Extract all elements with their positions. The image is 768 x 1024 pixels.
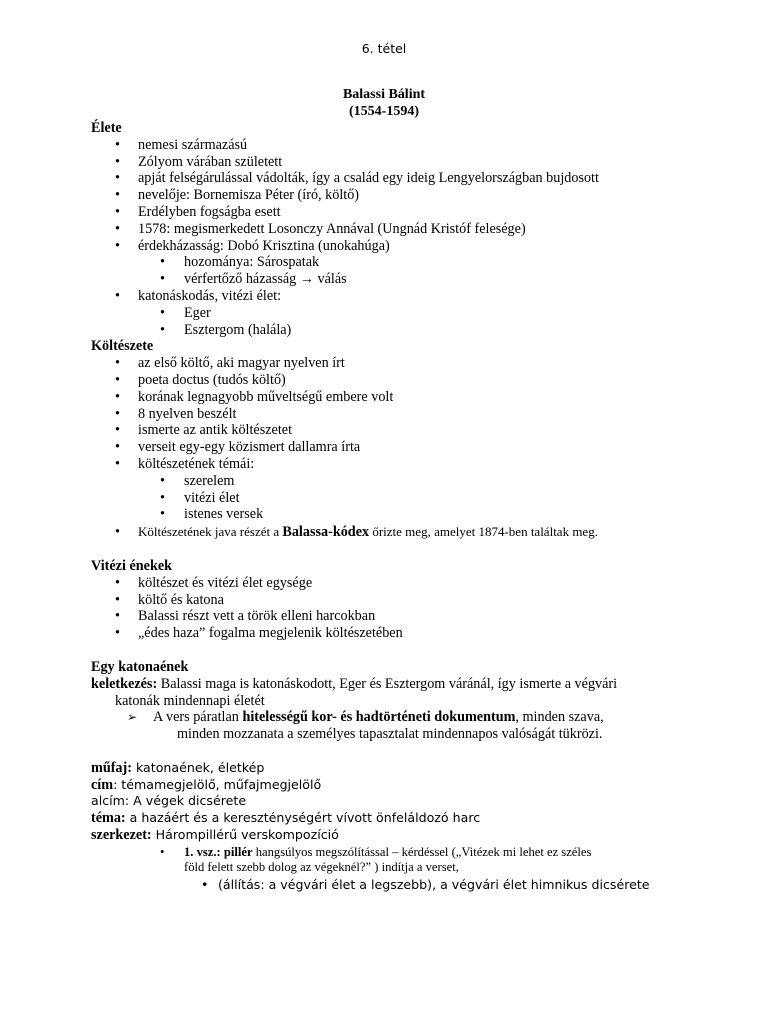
bullet-icon: • bbox=[160, 489, 165, 506]
list-item: • poeta doctus (tudós költő) bbox=[115, 371, 286, 388]
list-item: • „édes haza” fogalma megjelenik költészetében bbox=[115, 625, 403, 642]
vsz1-continuation: föld felett szebb dolog az végeknél?” ) indítja a verset, bbox=[184, 860, 459, 875]
list-item: • ismerte az antik költészetet bbox=[115, 422, 293, 439]
list-item: • korának legnagyobb műveltségű embere volt bbox=[115, 388, 394, 405]
bullet-icon: • bbox=[115, 388, 120, 405]
bullet-icon: • bbox=[115, 187, 120, 204]
sublist-item: • vitézi élet bbox=[160, 489, 240, 506]
szerkezet-line: szerkezet: Hárompillérű verskompozíció bbox=[91, 827, 339, 844]
bullet-icon: • bbox=[160, 506, 165, 523]
cim-line: cím: témamegjelölő, műfajmegjelölő bbox=[91, 776, 322, 793]
list-item: • apját felségárulással vádolták, így a család egy ideig Lengyelországban bujdosott bbox=[115, 170, 599, 187]
title-block bbox=[0, 86, 768, 120]
sublist-item: • szerelem bbox=[160, 472, 235, 489]
sublist-item: • vérfertőző házasság → válás bbox=[160, 271, 347, 288]
list-item: • nemesi származású bbox=[115, 136, 248, 153]
list-item-vsz1-sub: • (állítás: a végvári élet a legszebb), a végvári élet himnikus dicsérete bbox=[201, 876, 650, 892]
bullet-icon: • bbox=[115, 422, 120, 439]
bullet-icon: • bbox=[115, 170, 120, 187]
bullet-icon: • bbox=[160, 844, 165, 859]
bullet-icon: • bbox=[115, 287, 120, 304]
keletkezes-continuation: katonák mindennapi életét bbox=[115, 692, 265, 709]
bullet-icon: • bbox=[115, 439, 120, 456]
list-item: • Zólyom várában született bbox=[115, 153, 283, 170]
list-item: • az első költő, aki magyar nyelven írt bbox=[115, 355, 345, 372]
bullet-icon: • bbox=[115, 625, 120, 642]
sublist-item: • Eger bbox=[160, 304, 211, 321]
list-item-vsz1: • 1. vsz.: pillér hangsúlyos megszólítással – kérdéssel („Vitézek mi lehet ez széles föld felett szebb dolog az végeknél?” ) indítja a verset, bbox=[160, 844, 592, 875]
list-item: • 8 nyelven beszélt bbox=[115, 405, 237, 422]
list-item: • Erdélyben fogságba esett bbox=[115, 203, 281, 220]
bullet-icon: • bbox=[115, 220, 120, 237]
list-item: • 1578: megismerkedett Losonczy Annával (Ungnád Kristóf felesége) bbox=[115, 220, 526, 237]
bullet-icon: • bbox=[115, 237, 120, 254]
bullet-icon: • bbox=[201, 876, 209, 892]
sublist-item: • istenes versek bbox=[160, 506, 264, 523]
bullet-icon: • bbox=[115, 203, 120, 220]
page-header: 6. tétel bbox=[361, 41, 407, 56]
document-title: Balassi Bálint bbox=[342, 87, 426, 102]
sublist-item: • hozománya: Sárospatak bbox=[160, 254, 320, 271]
bullet-icon: • bbox=[115, 591, 120, 608]
bullet-icon: • bbox=[115, 371, 120, 388]
sublist-item: • Esztergom (halála) bbox=[160, 321, 292, 338]
list-item: • költészetének témái: • szerelem • vitézi élet • istenes versek bbox=[91, 456, 681, 523]
bullet-icon: • bbox=[115, 136, 120, 153]
bullet-icon: • bbox=[115, 153, 120, 170]
themes-sublist bbox=[138, 473, 681, 523]
bullet-icon: • bbox=[115, 405, 120, 422]
bullet-icon: • bbox=[160, 321, 165, 338]
military-sublist bbox=[138, 305, 681, 339]
document-body bbox=[91, 120, 681, 894]
section-heading-elete: Élete bbox=[91, 120, 122, 136]
arrow-bullet-icon: ➢ bbox=[127, 710, 138, 725]
list-item: • Balassi részt vett a török elleni harcokban bbox=[115, 608, 376, 625]
vitezi-enekek-list bbox=[91, 575, 681, 642]
vsz1-label: 1. vsz.: pillér bbox=[184, 844, 253, 859]
bullet-icon: • bbox=[115, 524, 120, 541]
mufaj-line: műfaj: katonaének, életkép bbox=[91, 759, 265, 776]
szerkezet-list bbox=[91, 845, 681, 894]
list-item-codex: • Költészetének java részét a Balassa-kódex őrizte meg, amelyet 1874-ben találtak meg. bbox=[115, 524, 598, 541]
alcim-line: alcím: A végek dicsérete bbox=[91, 793, 247, 809]
bullet-icon: • bbox=[115, 574, 120, 591]
marriage-sublist bbox=[138, 254, 681, 288]
keletkezes-label: keletkezés: bbox=[91, 675, 158, 692]
list-item: • költő és katona bbox=[115, 591, 224, 608]
tema-line: téma: a hazáért és a kereszténységért vívott önfeláldozó harc bbox=[91, 810, 481, 827]
bullet-icon: • bbox=[115, 608, 120, 625]
codex-name: Balassa-kódex bbox=[282, 524, 370, 541]
section-heading-katonaenek: Egy katonaének bbox=[91, 658, 189, 675]
list-item: • költészet és vitézi élet egysége bbox=[115, 574, 313, 591]
list-item: • nevelője: Bornemisza Péter (író, költő) bbox=[115, 187, 360, 204]
arrow-continuation: minden mozzanata a személyes tapasztalat mindennapos valóságát tükrözi. bbox=[177, 726, 603, 743]
kolteszete-list bbox=[91, 355, 681, 541]
document-years: (1554-1594) bbox=[349, 104, 419, 119]
section-heading-vitezi-enekek: Vitézi énekek bbox=[91, 557, 173, 574]
elete-list bbox=[91, 137, 681, 339]
bullet-icon: • bbox=[115, 455, 120, 472]
list-item: • verseit egy-egy közismert dallamra írta bbox=[115, 439, 361, 456]
section-heading-kolteszete: Költészete bbox=[91, 338, 154, 355]
arrow-paragraph: ➢ A vers páratlan hitelességű kor- és hadtörténeti dokumentum, minden szava, minden mozzanata a személyes tapasztalat mindennapos valóságát tükrözi. bbox=[91, 709, 681, 743]
bullet-icon: • bbox=[160, 472, 165, 489]
keletkezes-paragraph: keletkezés: Balassi maga is katonáskodott, Eger és Esztergom váránál, így ismerte a végvári bbox=[91, 675, 618, 692]
bullet-icon: • bbox=[160, 271, 165, 288]
bullet-icon: • bbox=[115, 355, 120, 372]
list-item: • katonáskodás, vitézi élet: • Eger • Esztergom (halála) bbox=[91, 288, 681, 338]
list-item: • érdekházasság: Dobó Krisztina (unokahúga) • hozománya: Sárospatak • vérfertőző házasság → válás bbox=[91, 238, 681, 288]
bullet-icon: • bbox=[160, 254, 165, 271]
document-emphasis: hitelességű kor- és hadtörténeti dokumentum bbox=[242, 709, 516, 726]
bullet-icon: • bbox=[160, 304, 165, 321]
